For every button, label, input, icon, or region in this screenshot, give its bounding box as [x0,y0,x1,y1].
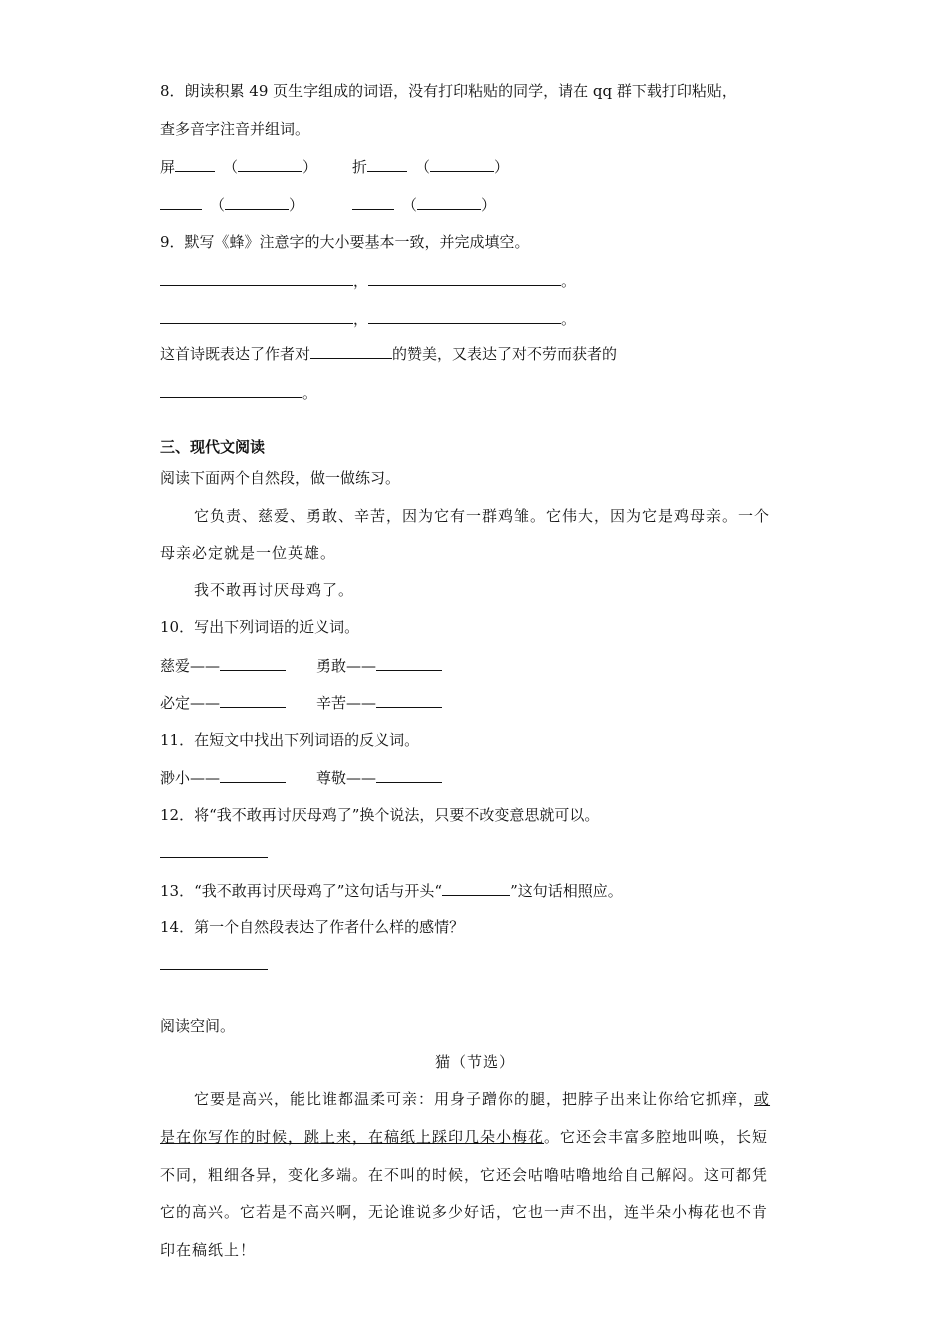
reading-line1 [194,1089,770,1109]
reading-title: 猫（节选） [434,1053,515,1071]
q10-word-yonggan: 勇敢—— [316,657,377,675]
reading-underlined-start: 或 [754,1090,771,1108]
reading-line4: 它的高兴。它若是不高兴啊，无论谁说多少好话，它也一声不出，连半朵小梅花也不肯 [160,1203,769,1221]
q9-poem-line2 [160,308,576,329]
q10-row2 [160,692,286,713]
q8-pinyin-blank-1[interactable] [175,156,215,172]
q10-row1-right [316,655,442,676]
q9-fill-blank-2[interactable] [160,382,302,398]
q10-blank-3[interactable] [220,692,286,708]
q10-blank-4[interactable] [376,692,442,708]
q9-comma: ， [353,272,369,290]
q9-fill-text-b: 的赞美，又表达了对不劳而获者的 [392,345,618,363]
q8-char-zhe: 折 [352,158,368,176]
q9-fill-text-a: 这首诗既表达了作者对 [160,345,311,363]
q9-period: 。 [561,310,577,328]
section-heading: 三、现代文阅读 [160,438,266,456]
q8-word-blank-2[interactable] [430,156,494,172]
reading-intro: 阅读空间。 [160,1017,236,1035]
q9-poem-blank-4[interactable] [368,308,561,324]
q10-word-xinku: 辛苦—— [316,694,377,712]
q12-answer-blank[interactable] [160,842,268,858]
passage-para1-line2: 母亲必定就是一位英雄。 [160,544,337,562]
q10-prompt: 10．写出下列词语的近义词。 [160,618,360,636]
q9-poem-blank-2[interactable] [368,270,561,286]
q9-comma: ， [353,310,369,328]
q8-row1 [160,156,317,177]
q9-fill-line [160,343,617,364]
q9-period: 。 [561,272,577,290]
q14-answer-blank[interactable] [160,954,268,970]
section-instruction: 阅读下面两个自然段，做一做练习。 [160,469,401,487]
q11-blank-1[interactable] [220,767,286,783]
q10-word-biding: 必定—— [160,694,221,712]
q11-row-right [316,767,442,788]
q13-text-b: ”这句话相照应。 [510,882,623,900]
q8-close-paren: ） [302,158,318,176]
q8-pinyin-blank-3[interactable] [160,194,202,210]
q11-prompt: 11．在短文中找出下列词语的反义词。 [160,731,420,749]
q8-open-paren: （ [402,196,418,214]
q9-fill-blank-1[interactable] [310,343,392,359]
q9-poem-blank-1[interactable] [160,270,353,286]
q11-word-zunjing: 尊敬—— [316,769,377,787]
q10-blank-2[interactable] [376,655,442,671]
q8-open-paren: （ [210,196,226,214]
q9-poem-line1 [160,270,576,291]
q10-row1 [160,655,286,676]
q9-end-period: 。 [302,384,318,402]
q10-row2-right [316,692,442,713]
q8-close-paren: ） [494,158,510,176]
q8-pinyin-blank-2[interactable] [367,156,407,172]
q14-answer-line [160,954,268,975]
q13-text-a: 13．“我不敢再讨厌母鸡了”这句话与开头“ [160,882,443,900]
q8-char-ping: 屏 [160,158,176,176]
q8-row2-right [352,194,496,215]
q8-word-blank-3[interactable] [225,194,289,210]
q8-row1-right [352,156,509,177]
q8-word-blank-4[interactable] [417,194,481,210]
q8-prompt-line2: 查多音字注音并组词。 [160,120,311,138]
q13-blank[interactable] [442,880,510,896]
q8-row2 [160,194,304,215]
q8-pinyin-blank-4[interactable] [352,194,394,210]
reading-underlined-sentence: 是在你写作的时候，跳上来，在稿纸上踩印几朵小梅花 [160,1128,545,1146]
q9-fill-line2 [160,382,317,403]
q8-prompt-line1: 8．朗读积累 49 页生字组成的词语，没有打印粘贴的同学，请在 qq 群下载打印粘贴， [160,82,737,100]
q10-word-ciai: 慈爱—— [160,657,221,675]
q14-prompt: 14．第一个自然段表达了作者什么样的感情？ [160,918,465,936]
q8-close-paren: ） [289,196,305,214]
reading-line2 [160,1127,768,1147]
q10-blank-1[interactable] [220,655,286,671]
q8-open-paren: （ [415,158,431,176]
q11-blank-2[interactable] [376,767,442,783]
q9-poem-blank-3[interactable] [160,308,353,324]
reading-line2-text: 。它还会丰富多腔地叫唤，长短 [544,1128,769,1146]
q13-line [160,880,623,901]
q8-word-blank-1[interactable] [238,156,302,172]
q12-answer-line [160,842,268,863]
q11-row [160,767,286,788]
q12-prompt: 12．将“我不敢再讨厌母鸡了”换个说法，只要不改变意思就可以。 [160,806,600,824]
passage-para1-line1: 它负责、慈爱、勇敢、辛苦，因为它有一群鸡雏。它伟大，因为它是鸡母亲。一个 [194,507,771,525]
reading-line5: 印在稿纸上！ [160,1241,257,1259]
q8-close-paren: ） [481,196,497,214]
passage-para2: 我不敢再讨厌母鸡了。 [194,581,355,599]
q11-word-miaoxiao: 渺小—— [160,769,221,787]
q9-prompt: 9．默写《蜂》注意字的大小要基本一致，并完成填空。 [160,233,530,251]
reading-line3: 不同，粗细各异，变化多端。在不叫的时候，它还会咕噜咕噜地给自己解闷。这可都凭 [160,1166,769,1184]
reading-line1-text: 它要是高兴，能比谁都温柔可亲：用身子蹭你的腿，把脖子出来让你给它抓痒， [194,1090,755,1108]
q8-open-paren: （ [223,158,239,176]
